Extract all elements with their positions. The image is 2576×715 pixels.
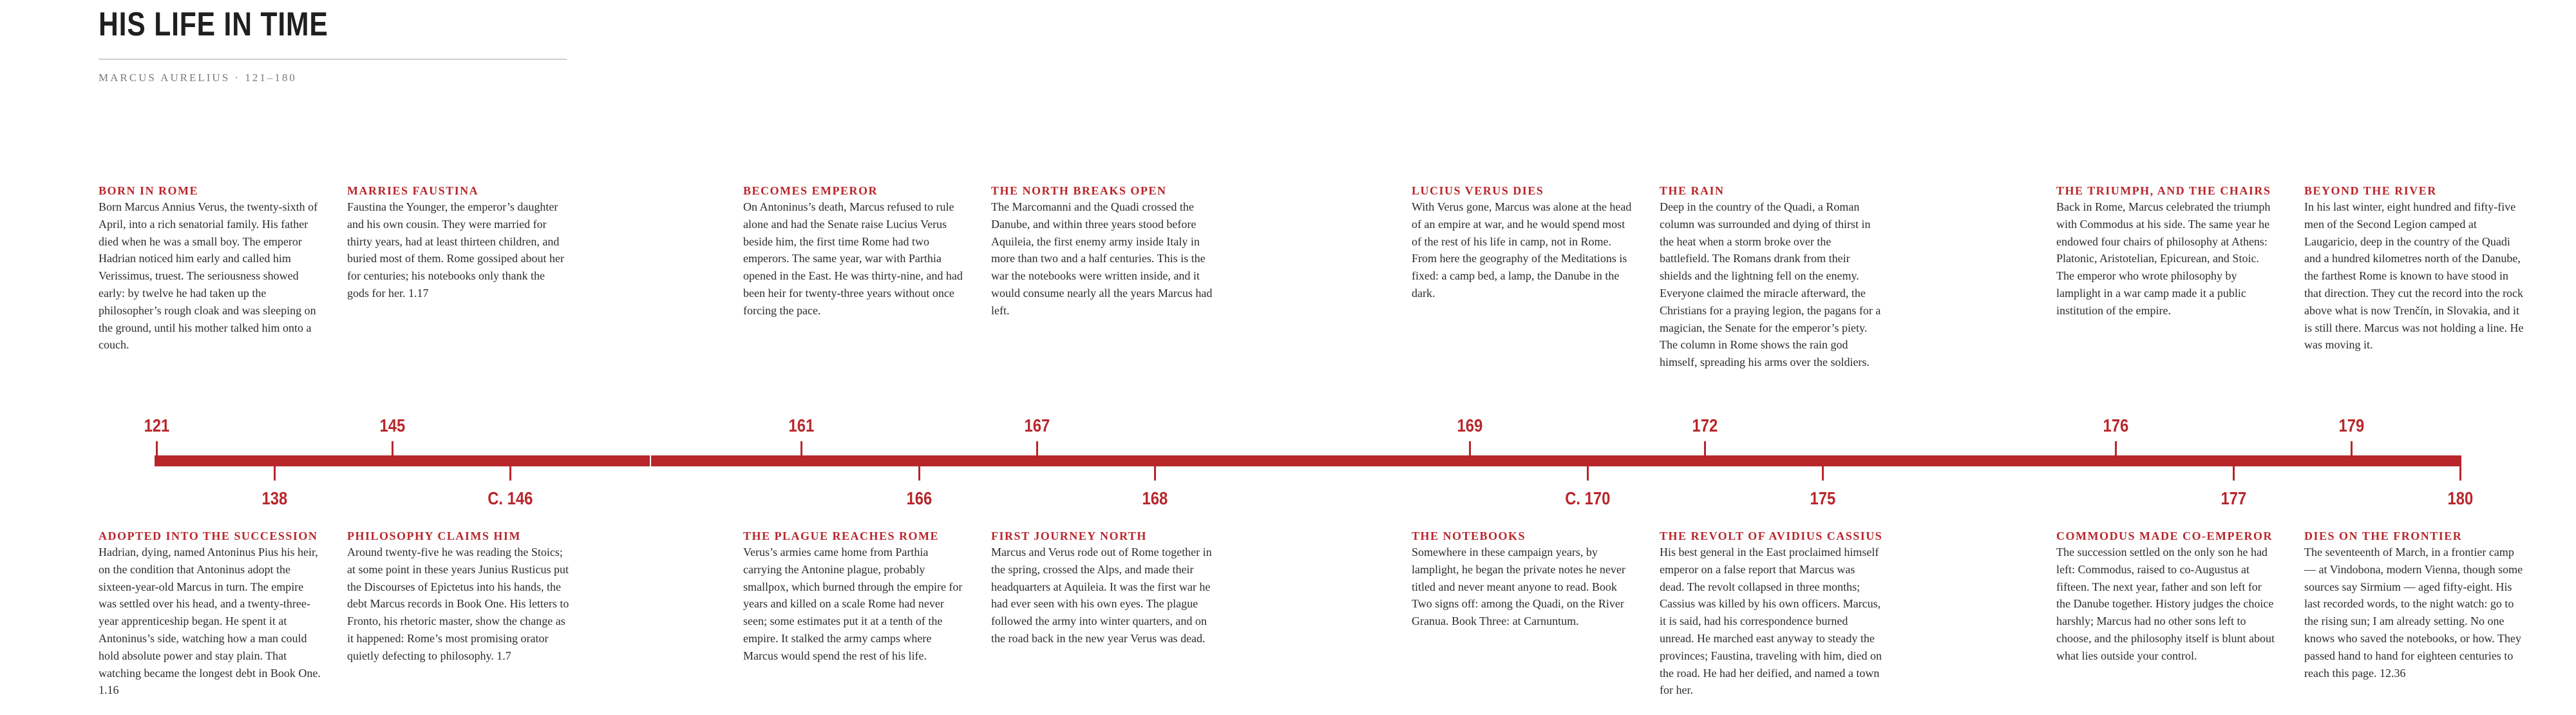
event-text: Around twenty-five he was reading the Stoics; at some point in these years Junius Rusticus put the Discourses of Epictetus into his hands, the debt Marcus records in Book One. His letters to Fronto, his rhetoric master, show the change as it happened: Rome’s most promising orator quietly defecting to philosophy. 1.7 <box>347 546 569 662</box>
event-title: THE RAIN <box>1660 184 1725 197</box>
timeline-tick <box>2115 441 2117 455</box>
event-born-in-rome <box>99 183 321 354</box>
event-philosophy-claims-him <box>347 528 569 665</box>
event-text: Born Marcus Annius Verus, the twenty-sixth of April, into a rich senatorial family. His father died when he was a small boy. The emperor Hadrian noticed him early and called him Verissimus, truest. The seriousness showed early: by twelve he had taken up the philosopher’s rough cloak and was sleeping on the ground, until his mother talked him onto a couch. <box>99 200 318 352</box>
timeline-year-label: 175 <box>1810 488 1835 508</box>
event-title: COMMODUS MADE CO-EMPEROR <box>2056 529 2273 542</box>
timeline-tick <box>1036 441 1038 455</box>
timeline-tick <box>156 441 158 455</box>
event-title: PHILOSOPHY CLAIMS HIM <box>347 529 521 542</box>
timeline-tick <box>509 466 511 481</box>
event-text: With Verus gone, Marcus was alone at the head of an empire at war, and he would spend most of the rest of his life in camp, not in Rome. From here the geography of the Meditations is fixed: a camp bed, a lamp, the Danube in the dark. <box>1412 200 1632 300</box>
timeline-bar <box>155 455 2461 466</box>
event-becomes-emperor <box>743 183 965 319</box>
timeline-tick <box>918 466 920 481</box>
event-text: The succession settled on the only son he had left: Commodus, raised to co-Augustus at fifteen. The next year, father and son left for the Danube together. History judges the choice harshly; Marcus had no other sons left to choose, and the philosophy itself is blunt about what lies outside your control. <box>2056 546 2275 662</box>
event-title: MARRIES FAUSTINA <box>347 184 479 197</box>
event-title: BORN IN ROME <box>99 184 199 197</box>
event-title: FIRST JOURNEY NORTH <box>991 529 1147 542</box>
event-text: In his last winter, eight hundred and fifty-five men of the Second Legion camped at Laugaricio, deep in the country of the Quadi and a hundred kilometres north of the Danube, the farthest Rome is known to have stood in that direction. They cut the record into the rock above what is now Trenčín, in Slovakia, and it is still there. Marcus was not holding a line. He was moving it. <box>2304 200 2524 352</box>
event-lucius-verus-dies <box>1412 183 1634 302</box>
page-title: HIS LIFE IN TIME <box>99 6 328 43</box>
timeline-year-label: C. 170 <box>1564 488 1611 508</box>
event-title: DIES ON THE FRONTIER <box>2304 529 2463 542</box>
event-revolt-of-avidius-cassius <box>1660 528 1882 699</box>
event-text: His best general in the East proclaimed himself emperor on a false report that Marcus was dead. The revolt collapsed in three months; Cassius was killed by his own officers. Marcus, it is said, had his correspondence burned unread. He marched east anyway to steady the provinces; Faustina, traveling with him, died on the road. He had her deified, and named a town for her. <box>1660 546 1882 697</box>
event-text: Marcus and Verus rode out of Rome together in the spring, crossed the Alps, and made their headquarters at Aquileia. It was the first war he had ever seen with his own eyes. The plague followed the army into winter quarters, and on the road back in the new year Verus was dead. <box>991 546 1212 645</box>
event-triumph-and-chairs <box>2056 183 2278 319</box>
page-subtitle: MARCUS AURELIUS · 121–180 <box>99 72 297 84</box>
event-text: Verus’s armies came home from Parthia carrying the Antonine plague, probably smallpox, which burned through the empire for years and killed on a scale Rome had never seen; some estimates put it at a tenth of the empire. It stalked the army camps where Marcus would spend the rest of his life. <box>743 546 963 662</box>
timeline-year-label: 138 <box>261 488 287 508</box>
event-title: THE TRIUMPH, AND THE CHAIRS <box>2056 184 2271 197</box>
event-text: Somewhere in these campaign years, by lamplight, he began the private notes he never titled and never meant anyone to read. Book Two signs off: among the Quadi, on the River Granua. Book Three: at Carnuntum. <box>1412 546 1625 628</box>
timeline-year-label: 172 <box>1692 415 1718 435</box>
event-title: LUCIUS VERUS DIES <box>1412 184 1544 197</box>
timeline-year-label: 145 <box>379 415 405 435</box>
timeline-tick <box>1704 441 1706 455</box>
timeline-year-label: 176 <box>2103 415 2128 435</box>
timeline-year-label: 121 <box>144 415 169 435</box>
event-marries-faustina <box>347 183 569 302</box>
timeline-year-label: 179 <box>2338 415 2364 435</box>
event-title: BEYOND THE RIVER <box>2304 184 2437 197</box>
timeline-tick <box>1822 466 1824 481</box>
event-text: The seventeenth of March, in a frontier camp — at Vindobona, modern Vienna, though some sources say Sirmium — aged fifty-eight. His last recorded words, to the night watch: go to the rising sun; I am already setting. No one knows who saved the notebooks, or how. They passed hand to hand for eighteen centuries to reach this page. 12.36 <box>2304 546 2523 680</box>
timeline-tick <box>2233 466 2235 481</box>
event-title: THE NOTEBOOKS <box>1412 529 1526 542</box>
event-dies-on-the-frontier <box>2304 528 2526 682</box>
event-plague-reaches-rome <box>743 528 965 665</box>
event-text: Deep in the country of the Quadi, a Roman column was surrounded and dying of thirst in the heat when a storm broke over the battlefield. The Romans drank from their shields and the lightning fell on the enemy. Everyone claimed the miracle afterward, the Christians for a praying legion, the pagans for a magician, the Senate for the emperor’s piety. The column in Rome shows the rain god himself, spreading his arms over the soldiers. <box>1660 200 1881 369</box>
event-commodus-co-emperor <box>2056 528 2278 665</box>
event-title: BECOMES EMPEROR <box>743 184 878 197</box>
title-divider <box>99 59 567 60</box>
timeline-tick <box>2459 466 2461 481</box>
event-text: Back in Rome, Marcus celebrated the triumph with Commodus at his side. The same year he endowed four chairs of philosophy at Athens: Platonic, Aristotelian, Epicurean, and Stoic. The emperor who wrote philosophy by lamplight in a war camp made it a public institution of the empire. <box>2056 200 2271 317</box>
event-text: Hadrian, dying, named Antoninus Pius his heir, on the condition that Antoninus adopt the sixteen-year-old Marcus in turn. The empire was settled over his head, and a twenty-three-year apprenticeship began. He spent it at Antoninus’s side, watching how a man could hold absolute power and stay plain. That watching became the longest debt in Book One. 1.16 <box>99 546 321 697</box>
timeline-tick <box>1469 441 1471 455</box>
event-the-rain <box>1660 183 1882 371</box>
timeline-year-label: 168 <box>1142 488 1168 508</box>
event-text: The Marcomanni and the Quadi crossed the Danube, and within three years stood before Aquileia, the first enemy army inside Italy in more than two and a half centuries. This is the war the notebooks were written inside, and it would consume nearly all the years Marcus had left. <box>991 200 1213 317</box>
event-text: Faustina the Younger, the emperor’s daughter and his own cousin. They were married for thirty years, had at least thirteen children, and buried most of them. Rome gossiped about her for centuries; his notebooks only thank the gods for her. 1.17 <box>347 200 564 300</box>
timeline-year-label: 169 <box>1457 415 1482 435</box>
event-adopted-into-succession <box>99 528 321 699</box>
event-north-breaks-open <box>991 183 1213 319</box>
timeline-year-label: 167 <box>1024 415 1050 435</box>
event-title: THE REVOLT OF AVIDIUS CASSIUS <box>1660 529 1883 542</box>
timeline-year-label: 177 <box>2221 488 2246 508</box>
timeline-tick <box>1154 466 1156 481</box>
timeline-tick <box>2351 441 2353 455</box>
event-beyond-the-river <box>2304 183 2526 354</box>
timeline-bar-seam <box>650 455 651 466</box>
timeline-tick <box>392 441 393 455</box>
event-title: ADOPTED INTO THE SUCCESSION <box>99 529 318 542</box>
timeline-year-label: C. 146 <box>487 488 533 508</box>
event-first-journey-north <box>991 528 1213 647</box>
event-title: THE PLAGUE REACHES ROME <box>743 529 940 542</box>
event-the-notebooks <box>1412 528 1634 630</box>
timeline-tick <box>274 466 276 481</box>
event-text: On Antoninus’s death, Marcus refused to rule alone and had the Senate raise Lucius Verus beside him, the first time Rome had two emperors. The same year, war with Parthia opened in the East. He was thirty-nine, and had been heir for twenty-three years without once forcing the pace. <box>743 200 963 317</box>
timeline-year-label: 180 <box>2447 488 2473 508</box>
event-title: THE NORTH BREAKS OPEN <box>991 184 1167 197</box>
timeline-tick <box>1587 466 1589 481</box>
timeline-year-label: 161 <box>788 415 814 435</box>
timeline-tick <box>800 441 802 455</box>
timeline-year-label: 166 <box>906 488 932 508</box>
